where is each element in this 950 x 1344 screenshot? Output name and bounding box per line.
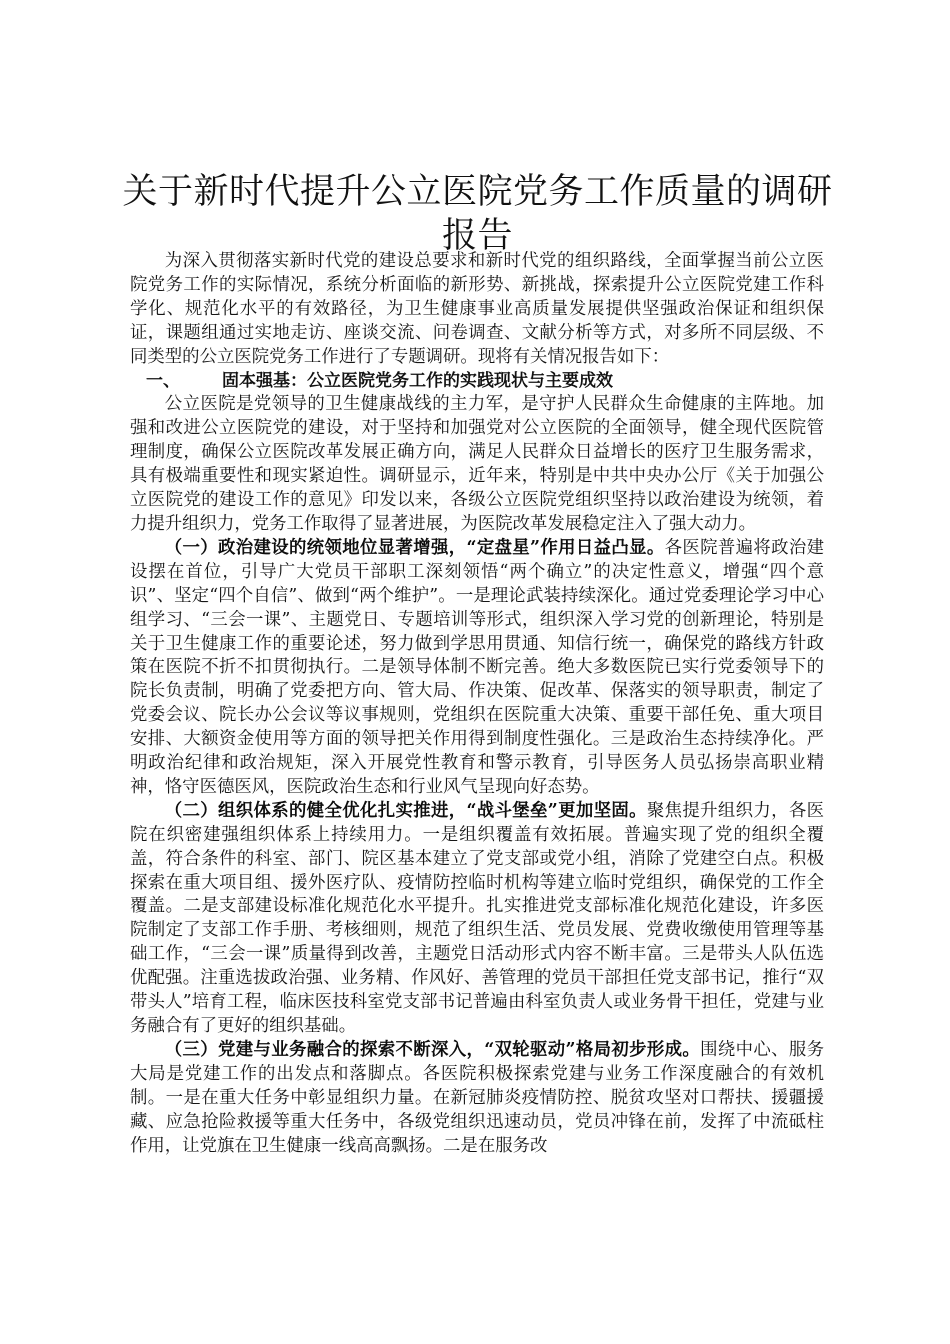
section-intro-paragraph: 公立医院是党领导的卫生健康战线的主力军，是守护人民群众生命健康的主阵地。加强和改进公立医院党的建设，对于坚持和加强党对公立医院的全面领导，健全现代医院管理制度，确保公立医院改革发展正确方向，满足人民群众日益增长的医疗卫生服务需求，具有极端重要性和现实紧迫性。调研显示，近年来，特别是中共中央办公厅《关于加强公立医院党的建设工作的意见》印发以来，各级公立医院党组织坚持以政治建设为统领，着力提升组织力，党务工作取得了显著进展，为医院改革发展稳定注入了强大动力。 bbox=[130, 394, 824, 534]
subsection-paragraph bbox=[130, 800, 824, 1039]
subsection-paragraph bbox=[130, 537, 824, 800]
subsection-body: 聚焦提升组织力，各医院在织密建强组织体系上持续用力。一是组织覆盖有效拓展。普遍实现了党的组织全覆盖，符合条件的科室、部门、院区基本建立了党支部或党小组，消除了党建空白点。积极探索在重大项目组、援外医疗队、疫情防控临时机构等建立临时党组织，确保党的工作全覆盖。二是支部建设标准化规范化水平提升。扎实推进党支部标准化规范化建设，许多医院制定了支部工作手册、考核细则，规范了组织生活、党员发展、党费收缴使用管理等基础工作，“三会一课”质量得到改善，主题党日活动形式内容不断丰富。三是带头人队伍选优配强。注重选拔政治强、业务精、作风好、善管理的党员干部担任党支部书记，推行“双带头人”培育工程，临床医技科室党支部书记普遍由科室负责人或业务骨干担任，党建与业务融合有了更好的组织基础。 bbox=[130, 800, 824, 1036]
subsection-heading: （三）党建与业务融合的探索不断深入，“双轮驱动”格局初步形成。 bbox=[164, 1039, 701, 1060]
subsection-heading: （二）组织体系的健全优化扎实推进，“战斗堡垒”更加坚固。 bbox=[164, 800, 647, 821]
subsection-paragraph bbox=[130, 1039, 824, 1159]
subsection-heading: （一）政治建设的统领地位显著增强，“定盘星”作用日益凸显。 bbox=[164, 537, 665, 558]
document-body bbox=[130, 250, 824, 1158]
document-title: 关于新时代提升公立医院党务工作质量的调研报告 bbox=[122, 172, 833, 256]
section-heading bbox=[130, 370, 824, 394]
intro-paragraph: 为深入贯彻落实新时代党的建设总要求和新时代党的组织路线，全面掌握当前公立医院党务工作的实际情况，系统分析面临的新形势、新挑战，探索提升公立医院党建工作科学化、规范化水平的有效路径，为卫生健康事业高质量发展提供坚强政治保证和组织保证，课题组通过实地走访、座谈交流、问卷调查、文献分析等方式，对多所不同层级、不同类型的公立医院党务工作进行了专题调研。现将有关情况报告如下： bbox=[130, 251, 824, 367]
subsection-body: 围绕中心、服务大局是党建工作的出发点和落脚点。各医院积极探索党建与业务工作深度融合的有效机制。一是在重大任务中彰显组织力量。在新冠肺炎疫情防控、脱贫攻坚对口帮扶、援疆援藏、应急抢险救援等重大任务中，各级党组织迅速动员，党员冲锋在前，发挥了中流砥柱作用，让党旗在卫生健康一线高高飘扬。二是在服务改 bbox=[130, 1039, 824, 1156]
section-number: 一、 bbox=[146, 370, 180, 391]
subsection-body: 各医院普遍将政治建设摆在首位，引导广大党员干部职工深刻领悟“两个确立”的决定性意义，增强“四个意识”、坚定“四个自信”、做到“两个维护”。一是理论武装持续深化。通过党委理论学习中心组学习、“三会一课”、主题党日、专题培训等形式，组织深入学习党的创新理论，特别是关于卫生健康工作的重要论述，努力做到学思用贯通、知信行统一，确保党的路线方针政策在医院不折不扣贯彻执行。二是领导体制不断完善。绝大多数医院已实行党委领导下的院长负责制，明确了党委把方向、管大局、作决策、促改革、保落实的领导职责，制定了党委会议、院长办公会议等议事规则，党组织在医院重大决策、重要干部任免、重大项目安排、大额资金使用等方面的领导把关作用得到制度性强化。三是政治生态持续净化。严明政治纪律和政治规矩，深入开展党性教育和警示教育，引导医务人员弘扬崇高职业精神，恪守医德医风，医院政治生态和行业风气呈现向好态势。 bbox=[130, 537, 824, 797]
section-title: 固本强基：公立医院党务工作的实践现状与主要成效 bbox=[222, 370, 613, 391]
